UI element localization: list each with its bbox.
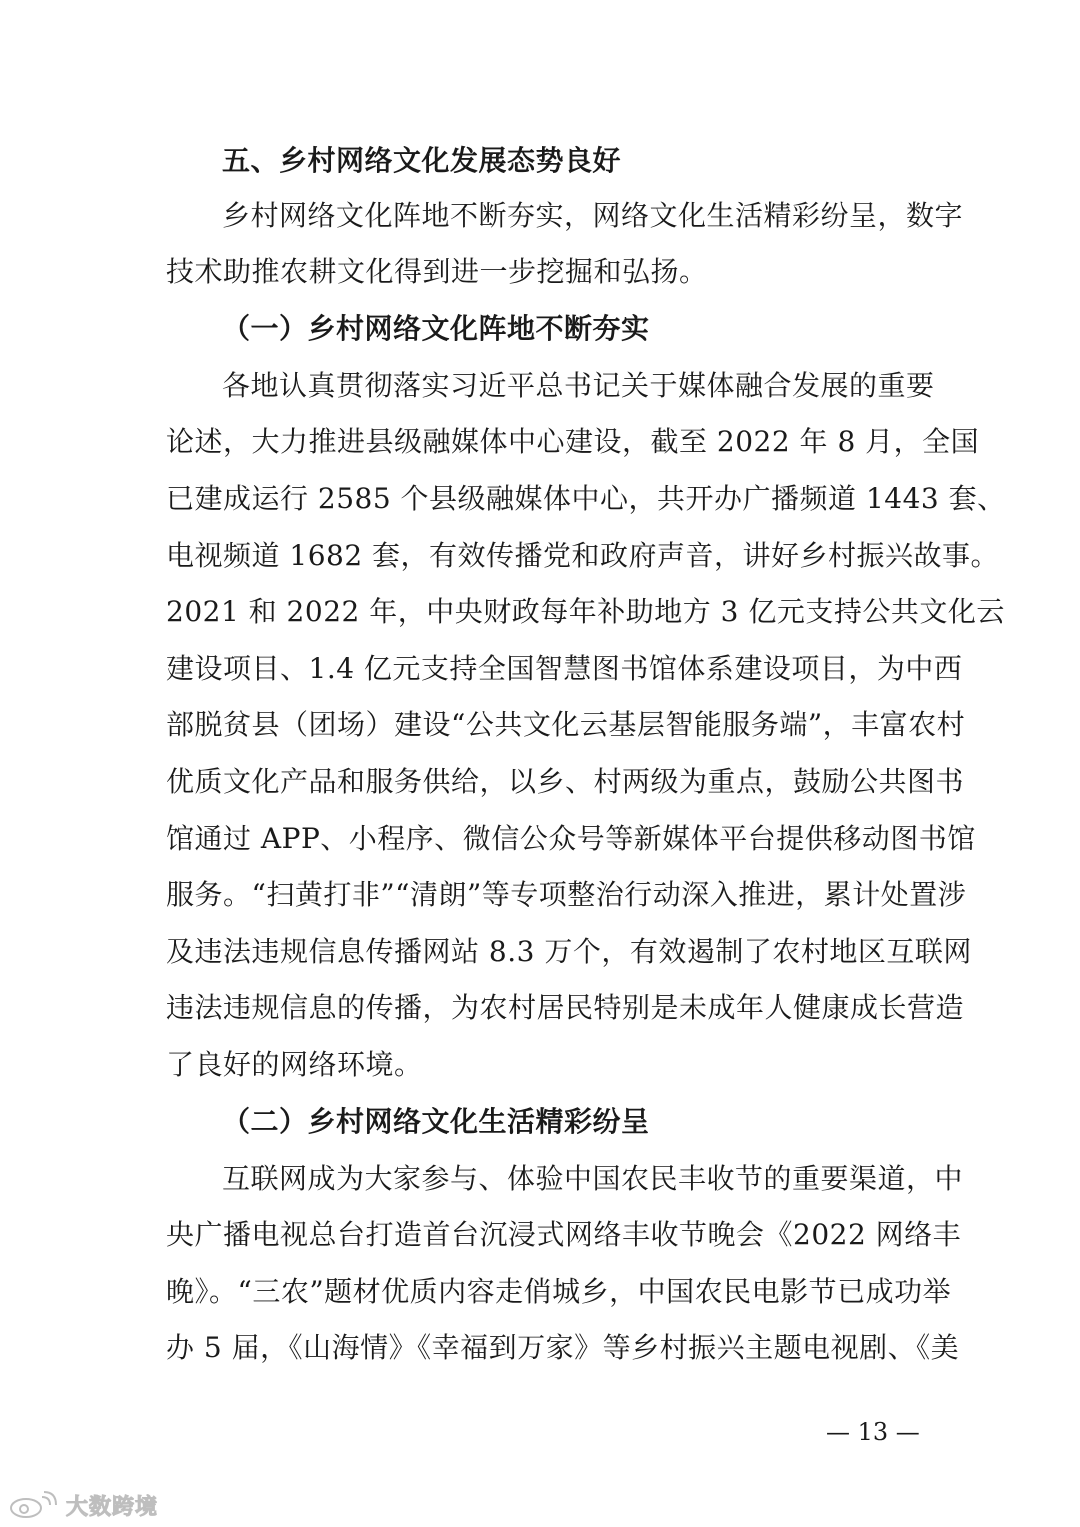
- weibo-logo-icon: [8, 1491, 60, 1519]
- subheading-1: （一）乡村网络文化阵地不断夯实: [222, 312, 650, 345]
- intro-line: 乡村网络文化阵地不断夯实，网络文化生活精彩纷呈，数字: [222, 199, 964, 232]
- paragraph-2-line: 办 5 届，《山海情》《幸福到万家》等乡村振兴主题电视剧、《美: [166, 1331, 960, 1364]
- watermark: [8, 1488, 158, 1522]
- paragraph-2-line: 央广播电视总台打造首台沉浸式网络丰收节晚会《2022 网络丰: [166, 1218, 962, 1251]
- paragraph-1-line: 服务。“扫黄打非”“清朗”等专项整治行动深入推进，累计处置涉: [166, 878, 967, 911]
- paragraph-1-line: 馆通过 APP、小程序、微信公众号等新媒体平台提供移动图书馆: [166, 822, 976, 855]
- paragraph-1-line: 优质文化产品和服务供给，以乡、村两级为重点，鼓励公共图书: [166, 765, 965, 798]
- section-heading: 五、乡村网络文化发展态势良好: [222, 144, 622, 177]
- watermark-text: 大数跨境: [66, 1494, 159, 1520]
- page-number: — 13 —: [826, 1418, 920, 1446]
- paragraph-1-line: 各地认真贯彻落实习近平总书记关于媒体融合发展的重要: [222, 369, 935, 402]
- intro-line: 技术助推农耕文化得到进一步挖掘和弘扬。: [166, 255, 708, 288]
- subheading-2: （二）乡村网络文化生活精彩纷呈: [222, 1105, 650, 1138]
- paragraph-1-line: 违法违规信息的传播，为农村居民特别是未成年人健康成长营造: [166, 991, 965, 1024]
- paragraph-1-line: 已建成运行 2585 个县级融媒体中心，共开办广播频道 1443 套、: [166, 482, 1006, 515]
- paragraph-2-line: 互联网成为大家参与、体验中国农民丰收节的重要渠道，中: [222, 1162, 964, 1195]
- paragraph-1-line: 部脱贫县（团场）建设“公共文化云基层智能服务端”，丰富农村: [166, 708, 966, 741]
- paragraph-1-line: 及违法违规信息传播网站 8.3 万个，有效遏制了农村地区互联网: [166, 935, 972, 968]
- paragraph-1-line: 2021 和 2022 年，中央财政每年补助地方 3 亿元支持公共文化云: [166, 595, 1005, 628]
- paragraph-1-line: 电视频道 1682 套，有效传播党和政府声音，讲好乡村振兴故事。: [166, 539, 1000, 572]
- paragraph-1-line: 了良好的网络环境。: [166, 1048, 423, 1081]
- paragraph-1-line: 论述，大力推进县级融媒体中心建设，截至 2022 年 8 月，全国: [166, 425, 980, 458]
- paragraph-1-line: 建设项目、1.4 亿元支持全国智慧图书馆体系建设项目，为中西: [166, 652, 963, 685]
- paragraph-2-line: 晚》。“三农”题材优质内容走俏城乡，中国农民电影节已成功举: [166, 1275, 952, 1308]
